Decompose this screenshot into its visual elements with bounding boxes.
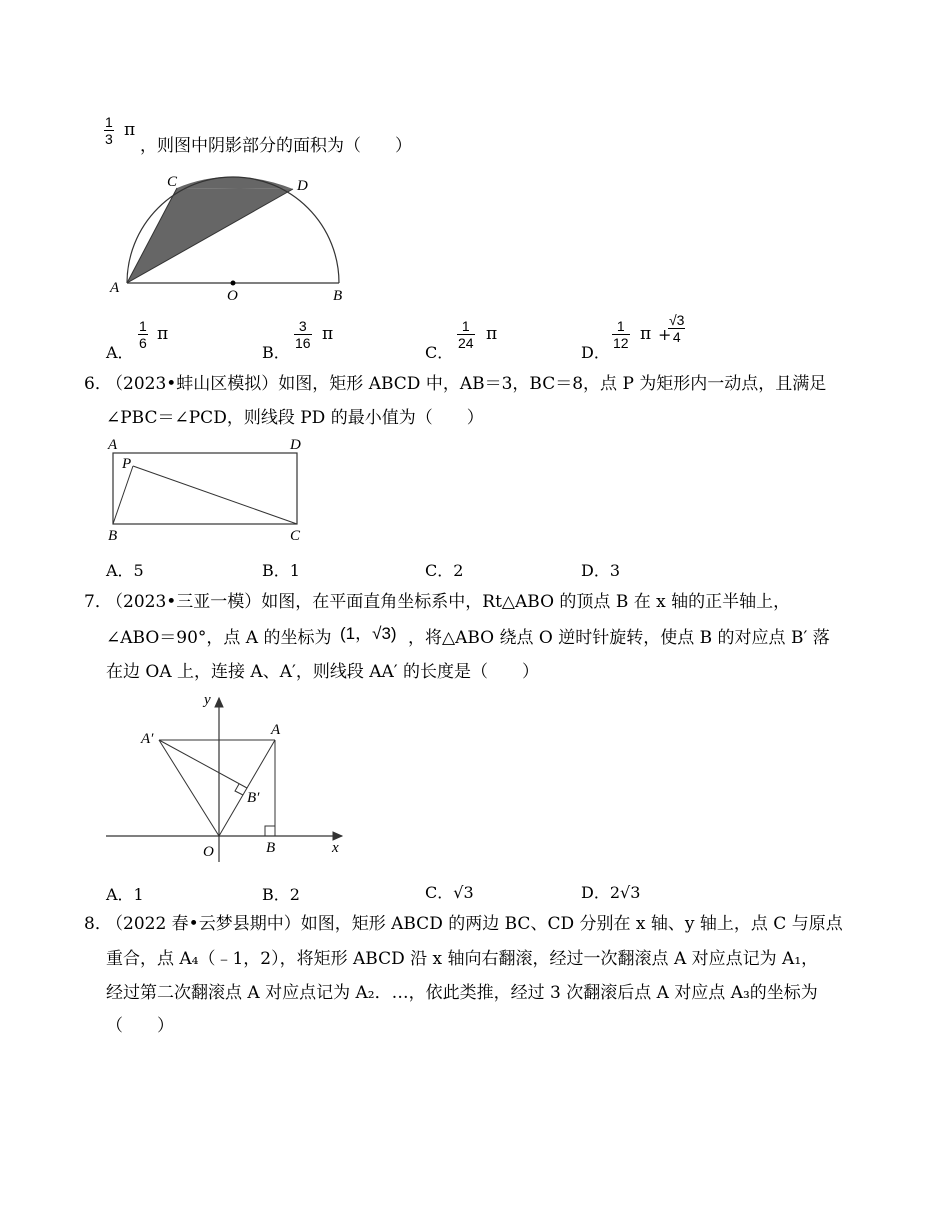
q5-option-b-letter: B．	[262, 343, 290, 362]
q5-option-c-num: 1	[457, 318, 475, 335]
q5-option-c-frac	[457, 318, 475, 351]
q7-coordinate: (1，√3)	[340, 624, 397, 643]
q6-line1: （2023•蚌山区模拟）如图，矩形 ABCD 中，AB＝3，BC＝8，点 P 为矩形内一动点，且满足	[106, 374, 827, 394]
q5-option-a-frac	[138, 318, 148, 351]
q6-label-a: A	[108, 437, 118, 453]
q7-line1: （2023•三亚一模）如图，在平面直角坐标系中，Rt△ABO 的顶点 B 在 x 轴的正半轴上，	[106, 592, 791, 612]
q5-option-a-num: 1	[139, 318, 147, 334]
q7-number: 7．	[84, 592, 112, 612]
q6-option-a: A．5	[106, 561, 144, 580]
q5-option-b-pi: π	[322, 324, 334, 344]
q6-number: 6．	[84, 374, 112, 394]
q5-option-d-root-num: √3	[669, 312, 685, 328]
q7-label-x: x	[332, 840, 339, 856]
q5-option-b-frac	[294, 318, 312, 351]
q7-figure	[0, 680, 950, 880]
q6-label-d: D	[290, 437, 301, 453]
q5-pi: π	[124, 120, 136, 140]
q5-option-b-num: 3	[294, 318, 312, 335]
q6-label-b: B	[108, 528, 118, 544]
q5-option-a-letter: A．	[106, 343, 134, 362]
q6-label-c: C	[290, 528, 301, 544]
q5-option-d-letter: D．	[581, 343, 610, 362]
q7-line2a: ∠ABO＝90°，点 A 的坐标为	[106, 628, 332, 648]
q7-right-angle-b	[265, 826, 275, 836]
q6-segment-pb	[113, 466, 133, 524]
q5-option-a-pi: π	[157, 324, 169, 344]
q7-option-c: C．√3	[425, 883, 474, 902]
q7-option-a: A．1	[106, 885, 144, 904]
q5-option-d-frac	[612, 318, 630, 351]
q5-frac-den: 3	[105, 131, 113, 147]
q8-line1: （2022 春•云梦县期中）如图，矩形 ABCD 的两边 BC、CD 分别在 x 轴、y 轴上，点 C 与原点	[106, 914, 843, 934]
q5-option-c-pi: π	[486, 324, 498, 344]
q5-label-d: D	[297, 178, 308, 194]
q8-line4: （ ）	[106, 1016, 174, 1036]
q7-option-d: D．2√3	[581, 883, 641, 902]
q7-segment-oaprime	[159, 740, 219, 836]
q5-option-d-pi: π	[640, 324, 652, 344]
q5-option-c-den: 24	[458, 335, 474, 351]
q6-segment-pc	[133, 466, 297, 524]
q7-label-bprime: B′	[247, 790, 260, 806]
q7-option-b: B．2	[262, 885, 300, 904]
q5-question-text: ，则图中阴影部分的面积为（ ）	[140, 136, 412, 156]
q5-option-c-letter: C．	[425, 343, 454, 362]
q7-label-aprime: A′	[141, 731, 154, 747]
q6-line2: ∠PBC＝∠PCD，则线段 PD 的最小值为（ ）	[106, 408, 484, 428]
q7-label-o: O	[203, 844, 214, 860]
q5-label-b: B	[333, 288, 343, 304]
q8-line2: 重合，点 A₄（﹣1，2），将矩形 ABCD 沿 x 轴向右翻滚，经过一次翻滚点 A 对应点记为 A₁，	[106, 949, 819, 969]
q5-option-d-den: 12	[613, 335, 629, 351]
q6-option-d: D．3	[581, 561, 621, 580]
q5-label-c: C	[167, 174, 178, 190]
q5-option-d-root-den: 4	[672, 329, 681, 345]
q5-shaded-segment	[177, 177, 293, 189]
q6-figure	[0, 430, 950, 550]
q7-line2b: ，将△ABO 绕点 O 逆时针旋转，使点 B 的对应点 B′ 落	[408, 628, 830, 648]
q5-figure	[0, 0, 950, 310]
q5-label-a: A	[110, 280, 120, 296]
q8-number: 8．	[84, 914, 112, 934]
q7-label-b: B	[266, 840, 276, 856]
q7-line3: 在边 OA 上，连接 A、A′，则线段 AA′ 的长度是（ ）	[106, 662, 540, 682]
q5-option-b-den: 16	[295, 335, 311, 351]
q5-center-dot	[231, 281, 236, 286]
q5-label-o: O	[227, 288, 238, 304]
q7-label-a: A	[271, 722, 281, 738]
q7-label-y: y	[204, 692, 211, 708]
q5-option-d-root-frac	[668, 312, 685, 345]
q5-option-d-num: 1	[612, 318, 630, 335]
q8-line3: 经过第二次翻滚点 A 对应点记为 A₂．…，依此类推，经过 3 次翻滚后点 A 对应点 A₃的坐标为	[106, 983, 818, 1003]
q5-frac-num: 1	[105, 114, 113, 130]
q6-option-b: B．1	[262, 561, 300, 580]
q5-option-a-den: 6	[139, 335, 147, 351]
q6-option-c: C．2	[425, 561, 464, 580]
q7-segment-aprime-bprime	[159, 740, 247, 788]
q6-rectangle	[113, 453, 297, 524]
q6-label-p: P	[122, 456, 132, 472]
q5-option-d-plus: +	[658, 325, 672, 344]
